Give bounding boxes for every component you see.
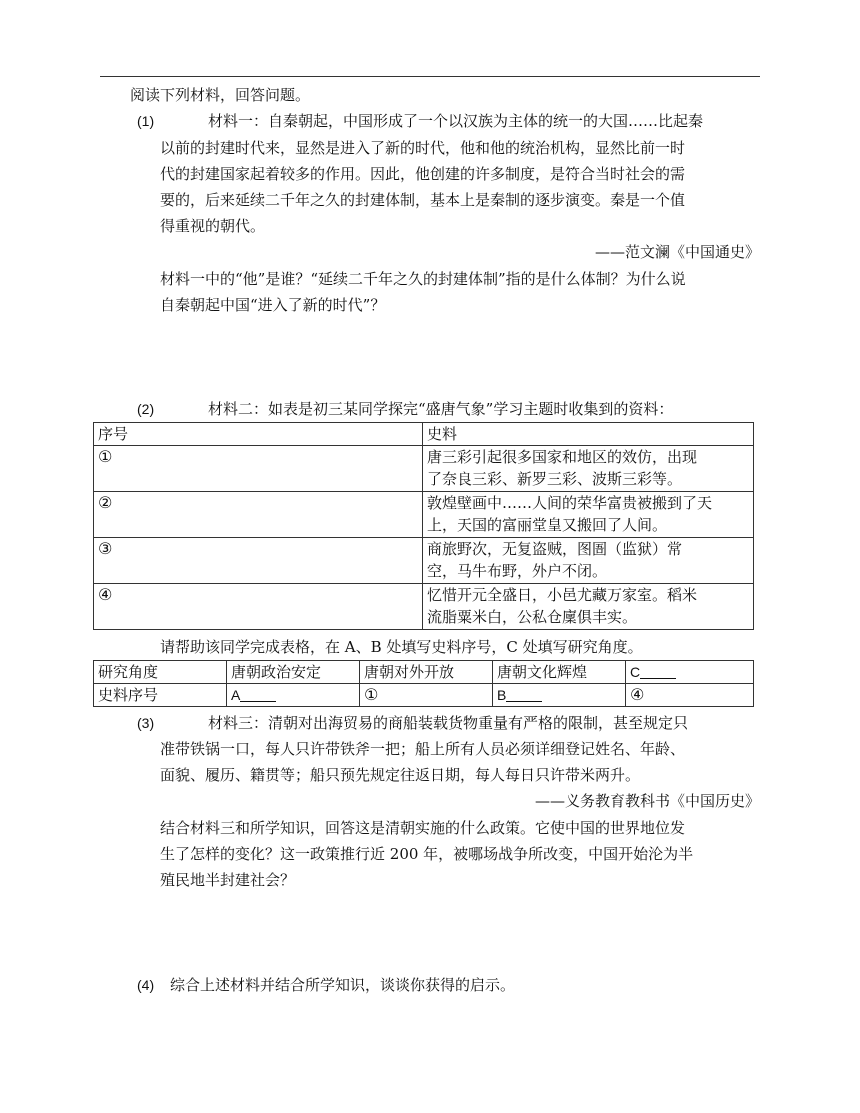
- angle-culture: 唐朝文化辉煌: [493, 661, 626, 684]
- q2-instruction: 请帮助该同学完成表格，在 A、B 处填写史料序号，C 处填写研究角度。: [160, 638, 643, 656]
- angle-opening: 唐朝对外开放: [360, 661, 493, 684]
- answer-row-angle: [94, 661, 754, 684]
- q1-line-5: 得重视的朝代。: [160, 217, 266, 235]
- q1-line-4: 要的，后来延续二千年之久的封建体制，基本上是秦制的逐步演变。秦是一个值: [160, 191, 686, 209]
- q1-question-1: 材料一中的“他”是谁？“延续二千年之久的封建体制”指的是什么体制？为什么说: [160, 270, 686, 288]
- header-number: 序号: [94, 423, 423, 446]
- angle-label: 研究角度: [94, 661, 227, 684]
- q4-text: 综合上述材料并结合所学知识，谈谈你获得的启示。: [170, 976, 516, 994]
- q3-line-2: 准带铁锅一口，每人只许带铁斧一把；船上所有人员必须详细登记姓名、年龄、: [160, 740, 686, 758]
- q3-question-3: 殖民地半封建社会？: [160, 871, 296, 889]
- row-id: ①: [94, 446, 423, 492]
- q1-number: (1): [137, 113, 155, 129]
- row-source: 唐三彩引起很多国家和地区的效仿，出现 了奈良三彩、新罗三彩、波斯三彩等。: [423, 446, 754, 492]
- q1-source: ——范文澜《中国通史》: [594, 243, 760, 261]
- q1-line-2: 以前的封建时代来，显然是进入了新的时代，他和他的统治机构，显然比前一时: [160, 139, 686, 157]
- row-id: ②: [94, 492, 423, 538]
- table-row: [94, 446, 754, 492]
- number-a-cell[interactable]: A: [227, 684, 360, 707]
- number-opening: ①: [360, 684, 493, 707]
- intro-text: 阅读下列材料，回答问题。: [130, 86, 311, 104]
- q2-intro: 材料二：如表是初三某同学探完“盛唐气象”学习主题时收集到的资料：: [208, 400, 674, 418]
- answer-row-number: [94, 684, 754, 707]
- header-rule: [100, 76, 760, 77]
- q1-question-2: 自秦朝起中国“进入了新的时代”？: [160, 296, 386, 314]
- row-source: 商旅野次，无复盗贼，图圄（监狱）常 空，马牛布野，外户不闭。: [423, 538, 754, 584]
- table-row: [94, 584, 754, 630]
- header-source: 史料: [423, 423, 754, 446]
- row-source: 敦煌壁画中……人间的荣华富贵被搬到了天 上，天国的富丽堂皇又搬回了人间。: [423, 492, 754, 538]
- angle-politics: 唐朝政治安定: [227, 661, 360, 684]
- row-id: ④: [94, 584, 423, 630]
- q1-line-3: 代的封建国家起着较多的作用。因此，他创建的许多制度，是符合当时社会的需: [160, 165, 686, 183]
- number-label: 史料序号: [94, 684, 227, 707]
- q3-line-3: 面貌、履历、籍贯等；船只预先规定往返日期，每人每日只许带米两升。: [160, 766, 641, 784]
- q1-line-1: 材料一：自秦朝起，中国形成了一个以汉族为主体的统一的大国……比起秦: [208, 112, 704, 130]
- q3-number: (3): [137, 715, 155, 731]
- row-source: 忆惜开元全盛日，小邑尤藏万家室。稻米 流脂粟米白，公私仓廩俱丰实。: [423, 584, 754, 630]
- q3-question-1: 结合材料三和所学知识，回答这是清朝实施的什么政策。它使中国的世界地位发: [160, 819, 686, 837]
- q3-question-2: 生了怎样的变化？这一政策推行近 200 年，被哪场战争所改变，中国开始沦为半: [160, 845, 694, 863]
- table-header-row: [94, 423, 754, 446]
- angle-c-cell[interactable]: C: [626, 661, 754, 684]
- blank-c[interactable]: [640, 664, 676, 679]
- row-id: ③: [94, 538, 423, 584]
- q2-number: (2): [137, 401, 155, 417]
- number-b-cell[interactable]: B: [493, 684, 626, 707]
- blank-a[interactable]: [240, 687, 276, 702]
- blank-b[interactable]: [506, 687, 542, 702]
- q3-line-1: 材料三：清朝对出海贸易的商船装载货物重量有严格的限制，甚至规定只: [208, 714, 689, 732]
- number-c: ④: [626, 684, 754, 707]
- sources-table: [93, 422, 754, 630]
- table-row: [94, 492, 754, 538]
- table-row: [94, 538, 754, 584]
- q4-number: (4): [137, 977, 155, 993]
- answer-table: [93, 660, 754, 707]
- q3-source: ——义务教育教科书《中国历史》: [534, 792, 760, 810]
